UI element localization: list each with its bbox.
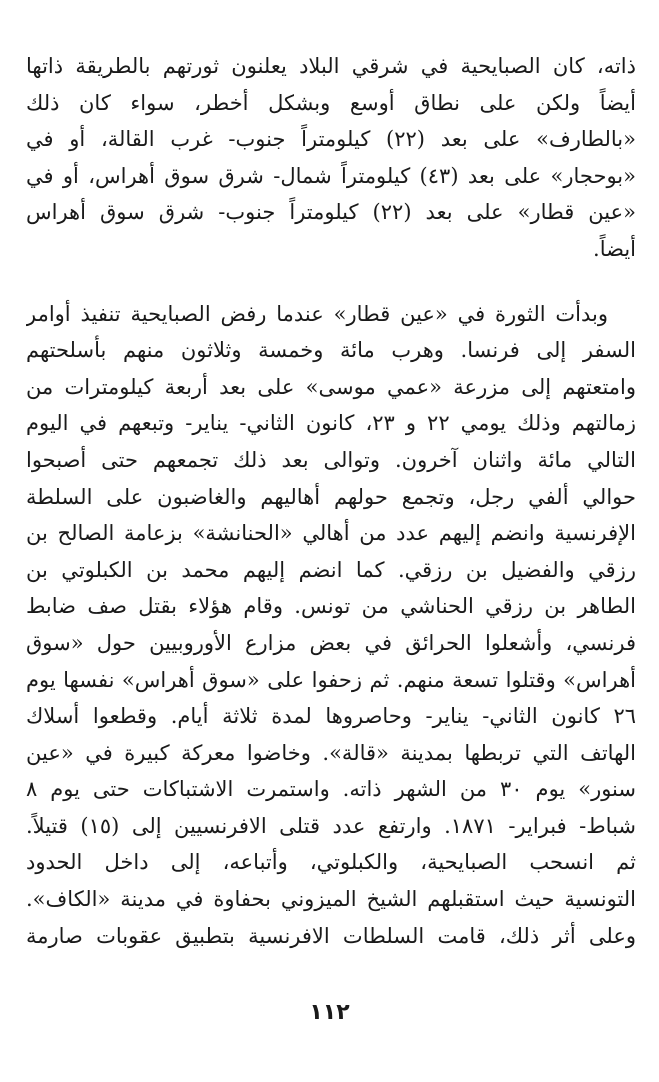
text-line: الإفرنسية وانضم إليهم عدد من أهالي «الحنانشة» بزعامة الصالح بن bbox=[26, 521, 636, 546]
text-line: «بالطارف» على بعد (٢٢) كيلومتراً جنوب- غرب القالة، أو في bbox=[26, 127, 636, 152]
text-line: الهاتف التي تربطها بمدينة «قالة». وخاضوا معركة كبيرة في «عين bbox=[26, 740, 636, 765]
text-line: «عين قطار» على بعد (٢٢) كيلومتراً جنوب- شرق سوق أهراس bbox=[26, 200, 636, 225]
text-line: وامتعتهم إلى مزرعة «عمي موسى» على بعد أربعة كيلومترات من bbox=[26, 374, 636, 399]
text-line: ذاته، كان الصبايحية في شرقي البلاد يعلنون ثورتهم بالطريقة ذاتها bbox=[26, 54, 636, 78]
text-line: زمالتهم وذلك يومي ٢٢ و ٢٣، كانون الثاني- يناير- وتبعهم في اليوم bbox=[26, 411, 636, 436]
text-line: فرنسي، وأشعلوا الحرائق في بعض مزارع الأوروبيين حول «سوق bbox=[26, 630, 636, 655]
text-line: التونسية حيث استقبلهم الشيخ الميزوني بحفاوة في مدينة «الكاف». bbox=[26, 887, 636, 912]
page-body bbox=[26, 48, 636, 954]
text-line: ثم انسحب الصبايحية، والكبلوتي، وأتباعه، إلى داخل الحدود bbox=[26, 850, 636, 875]
text-line: رزقي والفضيل بن رزقي. كما انضم إليهم محمد بن الكبلوتي بن bbox=[26, 557, 636, 582]
paragraph-2 bbox=[26, 296, 636, 955]
paragraph-gap bbox=[26, 268, 636, 296]
text-line: أيضاً. bbox=[593, 236, 636, 261]
text-line: وبدأت الثورة في «عين قطار» عندما رفض الصبايحية تنفيذ أوامر bbox=[26, 301, 608, 326]
text-line: وعلى أثر ذلك، قامت السلطات الافرنسية بتطبيق عقوبات صارمة bbox=[26, 923, 636, 948]
text-line: أيضاً ولكن على نطاق أوسع وبشكل أخطر، سواء كان ذلك bbox=[26, 90, 636, 115]
text-line: السفر إلى فرنسا. وهرب مائة وخمسة وثلاثون منهم بأسلحتهم bbox=[26, 338, 636, 363]
paragraph-1 bbox=[26, 48, 636, 268]
text-line: سنور» يوم ٣٠ من الشهر ذاته. واستمرت الاشتباكات حتى يوم ٨ bbox=[26, 777, 636, 802]
text-line: شباط- فبراير- ١٨٧١. وارتفع عدد قتلى الافرنسيين إلى (١٥) قتيلاً. bbox=[26, 813, 636, 838]
text-line: ٢٦ كانون الثاني- يناير- وحاصروها لمدة ثلاثة أيام. وقطعوا أسلاك bbox=[26, 704, 636, 729]
text-line: أهراس» وقتلوا تسعة منهم. ثم زحفوا على «سوق أهراس» نفسها يوم bbox=[26, 667, 636, 692]
text-line: «بوحجار» على بعد (٤٣) كيلومتراً شمال- شرق سوق أهراس، أو في bbox=[26, 163, 636, 188]
text-line: الطاهر بن رزقي الحناشي من تونس. وقام هؤلاء بقتل صف ضابط bbox=[26, 594, 636, 619]
page-number: ١١٢ bbox=[309, 1000, 350, 1025]
text-line: حوالي ألفي رجل، وتجمع حولهم أهاليهم والغاضبون على السلطة bbox=[26, 484, 636, 509]
text-line: التالي مائة واثنان آخرون. وتوالى بعد ذلك تجمعهم حتى أصبحوا bbox=[26, 447, 636, 472]
